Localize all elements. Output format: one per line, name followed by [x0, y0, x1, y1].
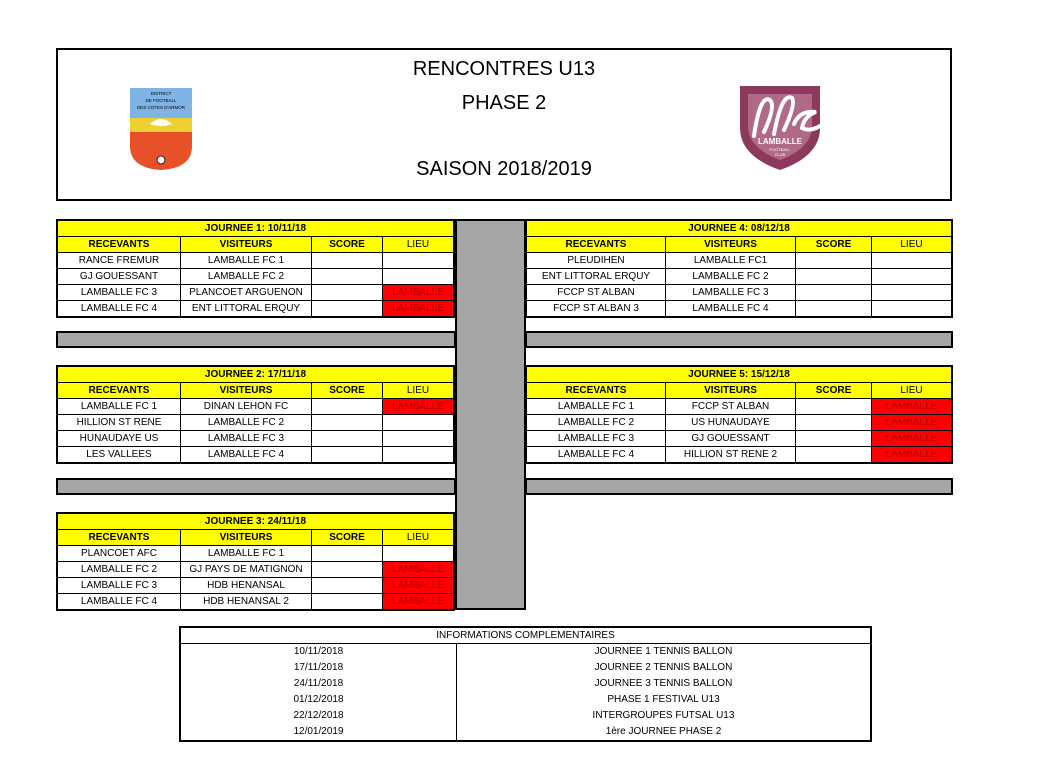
score-cell	[312, 447, 383, 462]
district-logo-text-3: DES COTES D'ARMOR	[136, 105, 186, 110]
away-team: HILLION ST RENE 2	[666, 447, 796, 462]
info-date: 24/11/2018	[181, 676, 457, 692]
score-cell	[312, 594, 383, 609]
col-recevants: RECEVANTS	[527, 237, 666, 252]
lieu-cell	[872, 301, 951, 316]
col-visiteurs: VISITEURS	[181, 530, 312, 545]
col-recevants: RECEVANTS	[58, 237, 181, 252]
col-visiteurs: VISITEURS	[666, 383, 796, 398]
home-team: LAMBALLE FC 2	[58, 562, 181, 577]
district-logo-text-2: DE FOOTBALL	[145, 98, 177, 103]
info-description: 1ère JOURNEE PHASE 2	[605, 726, 722, 737]
home-team: LAMBALLE FC 2	[527, 415, 666, 430]
home-team: HUNAUDAYE US	[58, 431, 181, 446]
column-header-row	[527, 383, 951, 399]
info-date: 12/01/2019	[181, 724, 457, 740]
away-team: LAMBALLE FC 2	[181, 269, 312, 284]
col-score: SCORE	[796, 383, 872, 398]
score-cell	[312, 578, 383, 593]
journee-table-5	[525, 365, 953, 464]
col-lieu: LIEU	[900, 239, 923, 250]
club-logo-text-1: LAMBALLE	[758, 137, 802, 146]
lieu-cell	[383, 415, 453, 430]
col-visiteurs: VISITEURS	[666, 237, 796, 252]
table-row	[58, 562, 453, 578]
info-description: JOURNEE 2 TENNIS BALLON	[594, 662, 733, 673]
score-cell	[312, 415, 383, 430]
away-team: PLANCOET ARGUENON	[181, 285, 312, 300]
score-cell	[312, 562, 383, 577]
info-table	[179, 626, 872, 742]
col-visiteurs: VISITEURS	[181, 237, 312, 252]
info-description: INTERGROUPES FUTSAL U13	[592, 710, 735, 721]
info-title: INFORMATIONS COMPLEMENTAIRES	[181, 628, 870, 644]
home-team: ENT LITTORAL ERQUY	[527, 269, 666, 284]
info-row	[181, 660, 870, 676]
horizontal-separator-right-2	[525, 478, 953, 495]
header-box	[56, 48, 952, 201]
lieu-cell: LAMBALLE	[383, 578, 453, 593]
home-team: LAMBALLE FC 3	[58, 578, 181, 593]
column-header-row	[58, 530, 453, 546]
info-row	[181, 708, 870, 724]
table-row	[58, 447, 453, 462]
away-team: LAMBALLE FC 2	[181, 415, 312, 430]
table-row	[58, 431, 453, 447]
score-cell	[796, 431, 872, 446]
away-team: HDB HENANSAL 2	[181, 594, 312, 609]
score-cell	[796, 301, 872, 316]
away-team: HDB HENANSAL	[181, 578, 312, 593]
lieu-cell: LAMBALLE	[872, 399, 951, 414]
info-date: 22/12/2018	[181, 708, 457, 724]
journee-title: JOURNEE 4: 08/12/18	[527, 221, 951, 237]
col-recevants: RECEVANTS	[58, 383, 181, 398]
club-logo-text-3: CLUB	[774, 152, 786, 157]
score-cell	[796, 399, 872, 414]
lieu-cell	[872, 253, 951, 268]
away-team: LAMBALLE FC 3	[181, 431, 312, 446]
col-score: SCORE	[312, 237, 383, 252]
table-row	[527, 415, 951, 431]
header-season: SAISON 2018/2019	[416, 158, 592, 180]
club-logo-text-2: FOOTBALL	[769, 147, 791, 152]
table-row	[58, 578, 453, 594]
table-row	[58, 546, 453, 562]
journee-title: JOURNEE 5: 15/12/18	[527, 367, 951, 383]
lieu-cell	[872, 269, 951, 284]
score-cell	[796, 285, 872, 300]
score-cell	[312, 253, 383, 268]
away-team: FCCP ST ALBAN	[666, 399, 796, 414]
horizontal-separator-left-2	[56, 478, 456, 495]
lieu-cell: LAMBALLE	[383, 301, 453, 316]
score-cell	[796, 447, 872, 462]
journee-title: JOURNEE 3: 24/11/18	[58, 514, 453, 530]
home-team: LAMBALLE FC 1	[527, 399, 666, 414]
table-row	[58, 399, 453, 415]
col-score: SCORE	[796, 237, 872, 252]
home-team: LES VALLEES	[58, 447, 181, 462]
score-cell	[796, 415, 872, 430]
away-team: LAMBALLE FC 3	[666, 285, 796, 300]
table-row	[58, 594, 453, 609]
lieu-cell: LAMBALLE	[872, 431, 951, 446]
lieu-cell: LAMBALLE	[383, 594, 453, 609]
home-team: LAMBALLE FC 3	[527, 431, 666, 446]
score-cell	[312, 431, 383, 446]
table-row	[527, 447, 951, 462]
info-date: 17/11/2018	[181, 660, 457, 676]
column-header-row	[58, 383, 453, 399]
col-lieu: LIEU	[406, 532, 430, 543]
away-team: GJ PAYS DE MATIGNON	[181, 562, 312, 577]
info-description: JOURNEE 3 TENNIS BALLON	[594, 678, 733, 689]
away-team: LAMBALLE FC 4	[666, 301, 796, 316]
header-phase: PHASE 2	[461, 92, 547, 114]
away-team: US HUNAUDAYE	[666, 415, 796, 430]
col-lieu: LIEU	[406, 239, 430, 250]
table-row	[58, 301, 453, 316]
table-row	[527, 431, 951, 447]
district-logo-text-1: DISTRICT	[150, 91, 172, 96]
away-team: LAMBALLE FC 1	[181, 253, 312, 268]
home-team: LAMBALLE FC 4	[58, 594, 181, 609]
table-row	[58, 285, 453, 301]
lieu-cell: LAMBALLE	[383, 562, 453, 577]
lieu-cell: LAMBALLE	[383, 399, 453, 414]
score-cell	[796, 269, 872, 284]
info-row	[181, 676, 870, 692]
col-recevants: RECEVANTS	[58, 530, 181, 545]
away-team: LAMBALLE FC 2	[666, 269, 796, 284]
score-cell	[312, 301, 383, 316]
vertical-separator	[455, 219, 526, 610]
district-logo	[130, 88, 192, 170]
lieu-cell	[383, 269, 453, 284]
score-cell	[312, 285, 383, 300]
horizontal-separator-right-1	[525, 331, 953, 348]
home-team: LAMBALLE FC 4	[527, 447, 666, 462]
journee-table-1	[56, 219, 455, 318]
home-team: GJ GOUESSANT	[58, 269, 181, 284]
info-row	[181, 644, 870, 660]
home-team: LAMBALLE FC 3	[58, 285, 181, 300]
home-team: FCCP ST ALBAN 3	[527, 301, 666, 316]
info-row	[181, 724, 870, 740]
home-team: LAMBALLE FC 4	[58, 301, 181, 316]
lieu-cell	[383, 253, 453, 268]
info-date: 10/11/2018	[181, 644, 457, 660]
lieu-cell	[383, 546, 453, 561]
col-recevants: RECEVANTS	[527, 383, 666, 398]
table-row	[527, 253, 951, 269]
home-team: PLANCOET AFC	[58, 546, 181, 561]
home-team: FCCP ST ALBAN	[527, 285, 666, 300]
lieu-cell	[383, 431, 453, 446]
journee-table-4	[525, 219, 953, 318]
col-visiteurs: VISITEURS	[181, 383, 312, 398]
lieu-cell	[872, 285, 951, 300]
away-team: GJ GOUESSANT	[666, 431, 796, 446]
score-cell	[796, 253, 872, 268]
info-description: JOURNEE 1 TENNIS BALLON	[594, 646, 733, 657]
home-team: PLEUDIHEN	[527, 253, 666, 268]
journee-title: JOURNEE 1: 10/11/18	[58, 221, 453, 237]
home-team: HILLION ST RENE	[58, 415, 181, 430]
away-team: LAMBALLE FC1	[666, 253, 796, 268]
table-row	[527, 285, 951, 301]
table-row	[58, 269, 453, 285]
lieu-cell	[383, 447, 453, 462]
lieu-cell: LAMBALLE	[872, 415, 951, 430]
journee-table-2	[56, 365, 455, 464]
table-row	[58, 415, 453, 431]
table-row	[527, 301, 951, 316]
table-row	[58, 253, 453, 269]
lamballe-fc-logo	[730, 80, 830, 172]
col-lieu: LIEU	[900, 385, 923, 396]
journee-title: JOURNEE 2: 17/11/18	[58, 367, 453, 383]
horizontal-separator-left-1	[56, 331, 456, 348]
column-header-row	[58, 237, 453, 253]
home-team: RANCE FREMUR	[58, 253, 181, 268]
table-row	[527, 399, 951, 415]
lieu-cell: LAMBALLE	[383, 285, 453, 300]
away-team: DINAN LEHON FC	[181, 399, 312, 414]
col-score: SCORE	[312, 383, 383, 398]
info-date: 01/12/2018	[181, 692, 457, 708]
away-team: LAMBALLE FC 4	[181, 447, 312, 462]
journee-table-3	[56, 512, 455, 611]
score-cell	[312, 546, 383, 561]
home-team: LAMBALLE FC 1	[58, 399, 181, 414]
col-score: SCORE	[312, 530, 383, 545]
header-title: RENCONTRES U13	[412, 58, 596, 80]
away-team: ENT LITTORAL ERQUY	[181, 301, 312, 316]
score-cell	[312, 269, 383, 284]
table-row	[527, 269, 951, 285]
col-lieu: LIEU	[406, 385, 430, 396]
score-cell	[312, 399, 383, 414]
info-row	[181, 692, 870, 708]
lieu-cell: LAMBALLE	[872, 447, 951, 462]
column-header-row	[527, 237, 951, 253]
info-description: PHASE 1 FESTIVAL U13	[607, 694, 720, 705]
away-team: LAMBALLE FC 1	[181, 546, 312, 561]
